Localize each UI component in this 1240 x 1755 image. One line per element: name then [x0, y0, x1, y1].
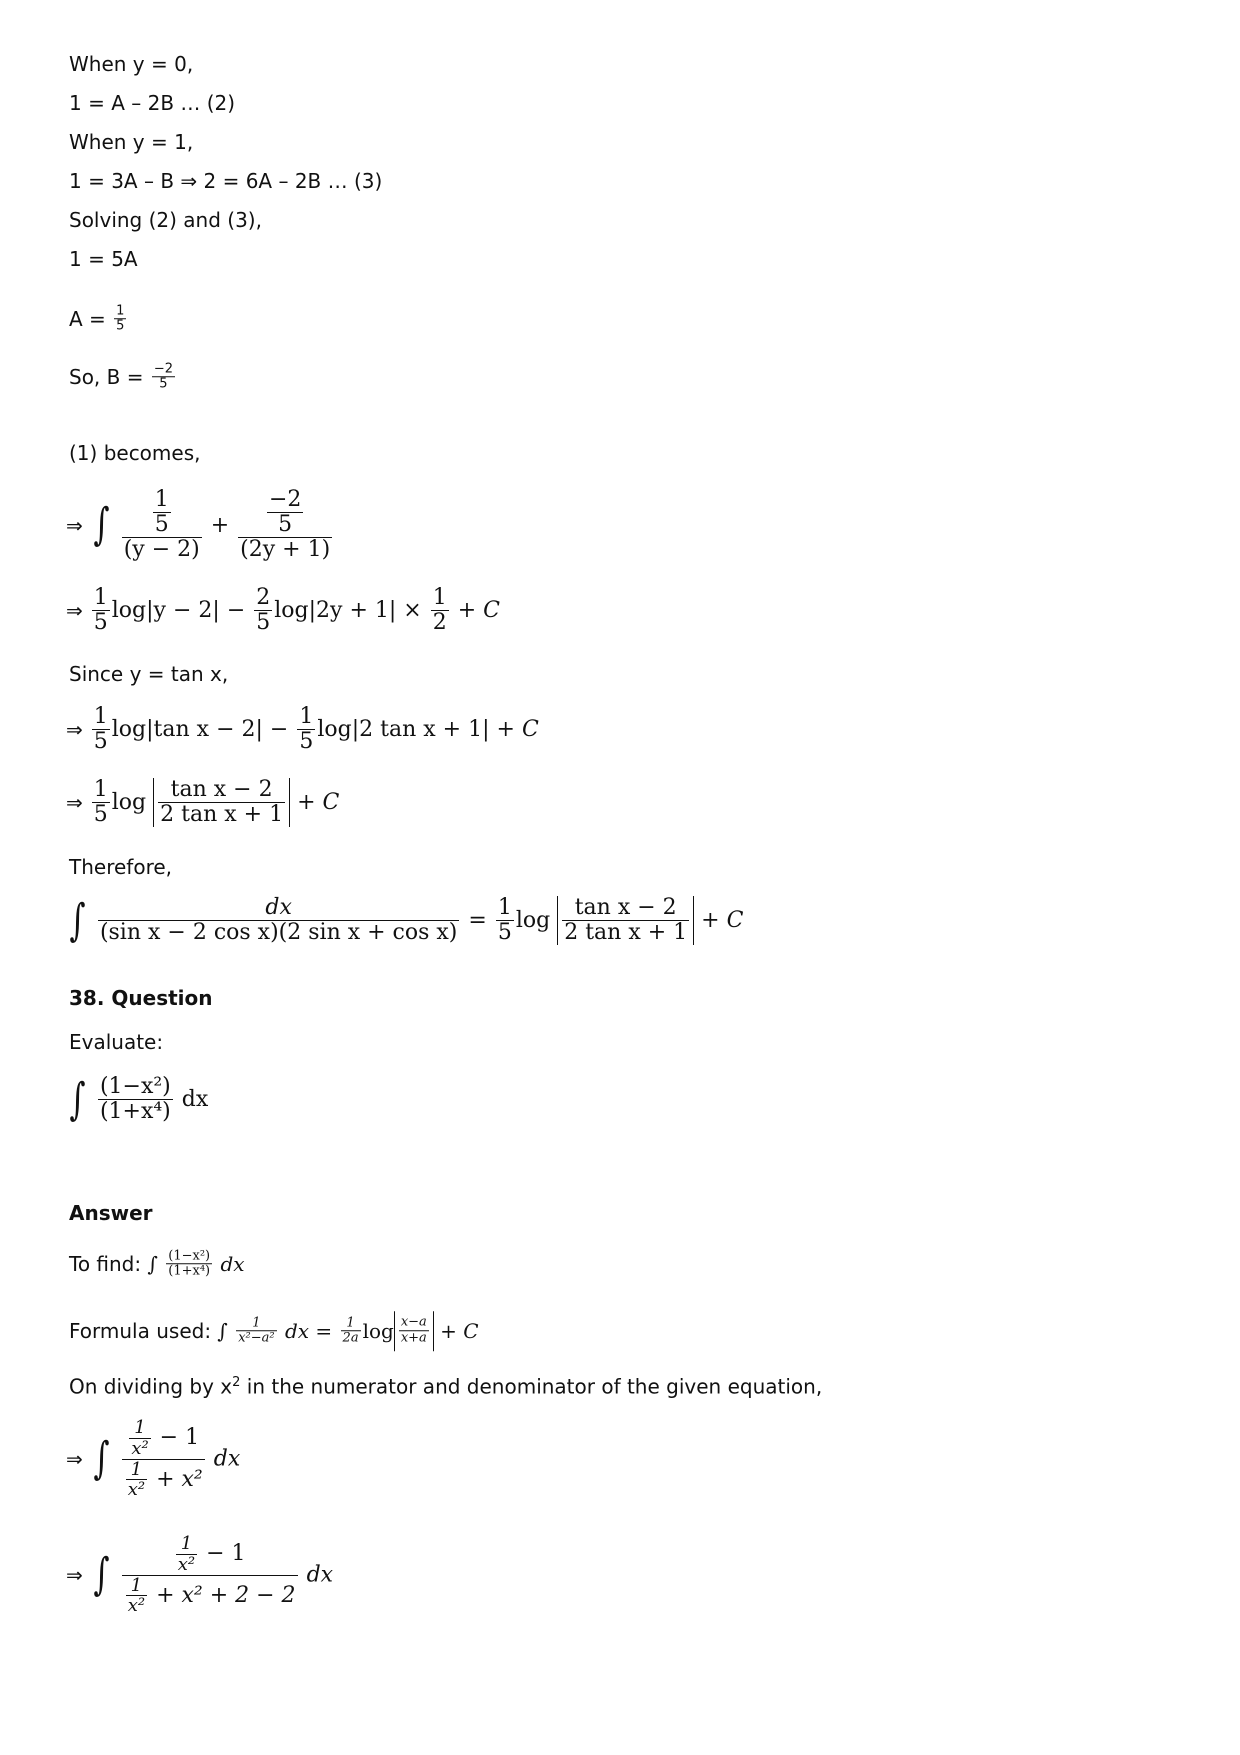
text-dividing: On dividing by $x^2$ in the numerator and denominator of the given equation,: [69, 1374, 823, 1399]
text-equation-3: 1 = 3A – B ⇒ 2 = 6A – 2B … (3): [69, 169, 383, 193]
text-to-find: To find: ∫ $\frac{\text{(1−x²)}}{\text{(1+x⁴)}}$ dx: [69, 1247, 245, 1279]
math-question-integral: ∫ $\frac{\text{(1−x²)}}{\text{(1+x⁴)}}$ dx: [69, 1073, 209, 1125]
text-formula-used: Formula used: ∫ $\frac{1}{\text{x²−a²}}$ dx = $\frac{1}{2a}$ log $\frac{x-a}{x+a}$ + C: [69, 1309, 479, 1351]
fraction-one-fifth: $\frac{1}{5}$: [116, 302, 125, 334]
text-b-equals: [69, 360, 177, 392]
math-partial-fraction-integral: ⇒ ∫ $\frac{\frac{1}{5}}{(y - 2)}$ + $\frac{\frac{-2}{5}}{(2y + 1)}$: [66, 487, 331, 563]
fraction-term-2: $\frac{\frac{-2}{5}}{(2y + 1)}$: [240, 487, 331, 563]
text-when-y-1: When y = 1,: [69, 130, 194, 154]
text-since-y-tan-x: Since y = tan x,: [69, 662, 229, 686]
text-therefore: Therefore,: [69, 855, 173, 879]
absolute-value: $\frac{\text{tan x − 2}}{\text{2 tan x + 1}}$: [153, 778, 290, 827]
math-log-result-y: ⇒ $\frac{1}{5}$ log|y − 2| − $\frac{2}{5}$ log|2y + 1| × $\frac{1}{2}$ + C: [66, 585, 501, 636]
b-label: So, B =: [69, 364, 144, 389]
text-evaluate: Evaluate:: [69, 1030, 164, 1054]
text-1-becomes: (1) becomes,: [69, 441, 201, 465]
math-final-result: ∫ $\frac{dx}{\text{(sin x − 2 cos x)(2 sin x + cos x)}}$ = $\frac{1}{5}$ log $\frac{\text{tan x − 2}}{\text{2 tan x + 1}}$ + C: [69, 894, 744, 946]
math-log-result-tan: ⇒ $\frac{1}{5}$ log|tan x − 2| − $\frac{1}{5}$ log|2 tan x + 1| + C: [66, 704, 539, 755]
text-1-eq-5a: 1 = 5A: [69, 247, 138, 271]
fraction-term-1: $\frac{\frac{1}{5}}{(y - 2)}$: [123, 487, 200, 563]
a-label: A =: [69, 306, 106, 331]
integral-sign: ∫: [93, 499, 110, 551]
text-equation-2: 1 = A – 2B … (2): [69, 91, 236, 115]
answer-heading: Answer: [69, 1201, 153, 1225]
text-a-equals: [69, 302, 128, 334]
implies-arrow: ⇒: [66, 513, 83, 538]
text-when-y-0: When y = 0,: [69, 52, 194, 76]
question-heading: 38. Question: [69, 986, 213, 1010]
fraction-neg-two-fifths: $\frac{-2}{5}$: [153, 360, 174, 392]
math-completed-square-integral: ⇒ ∫ $\frac{1}{\text{x²}}$ − 1 $\frac{1}{\text{x²}}$ + x² + 2 − 2 dx: [66, 1533, 334, 1617]
text-solving: Solving (2) and (3),: [69, 208, 262, 232]
math-divided-integral: ⇒ ∫ $\frac{1}{\text{x²}}$ − 1 $\frac{1}{\text{x²}}$ + x² dx: [66, 1417, 241, 1501]
math-log-combined: ⇒ $\frac{1}{5}$ log $\frac{\text{tan x − 2}}{\text{2 tan x + 1}}$ + C: [66, 777, 340, 828]
